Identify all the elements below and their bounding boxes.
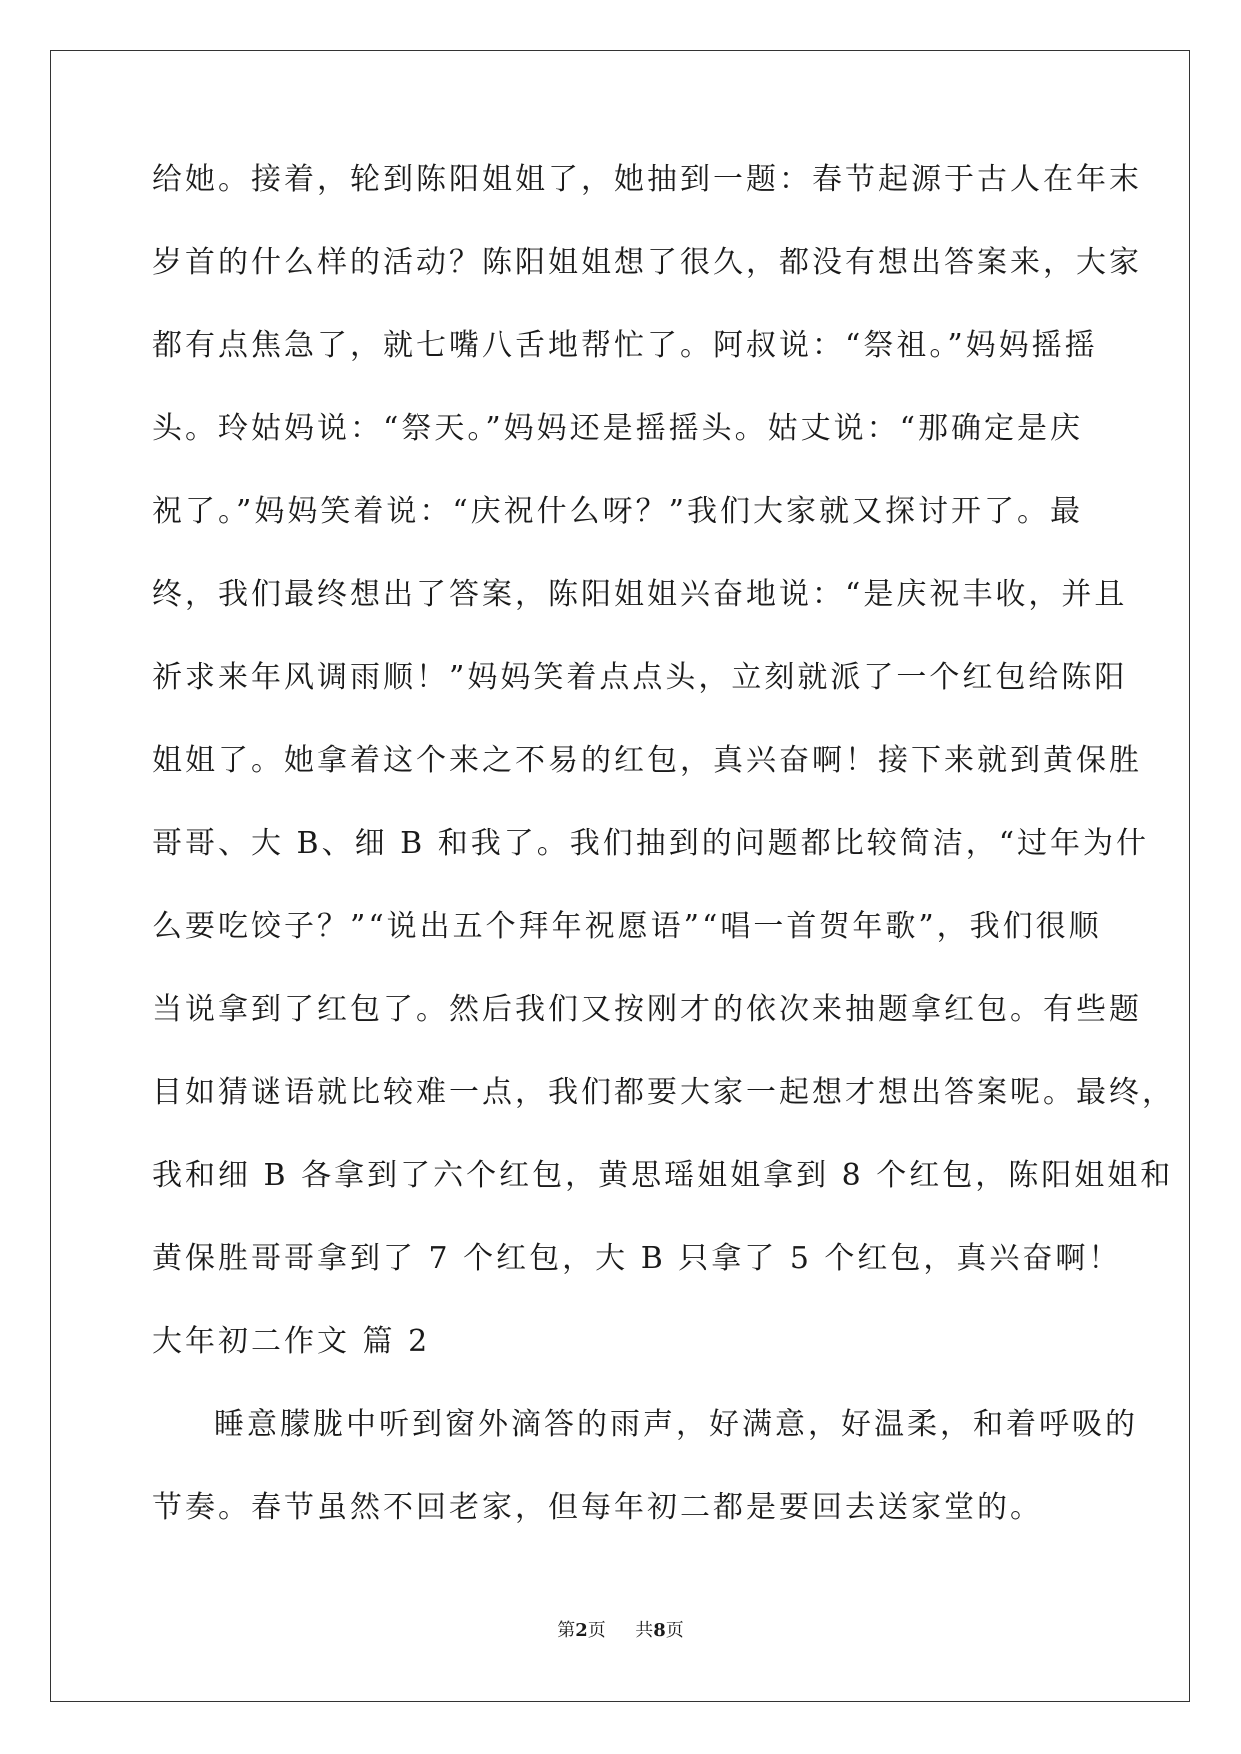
text-line: 祈求来年风调雨顺！”妈妈笑着点点头，立刻就派了一个红包给陈阳 (152, 660, 1128, 695)
text-line: 我和细 B 各拿到了六个红包，黄思瑶姐姐拿到 8 个红包，陈阳姐姐和 (152, 1158, 1174, 1193)
text-line: 祝了。”妈妈笑着说：“庆祝什么呀？”我们大家就又探讨开了。最 (152, 494, 1084, 529)
text-line: 姐姐了。她拿着这个来之不易的红包，真兴奋啊！接下来就到黄保胜 (152, 743, 1142, 778)
text-line: 么要吃饺子？”“说出五个拜年祝愿语”“唱一首贺年歌”，我们很顺 (152, 909, 1102, 944)
document-body (152, 162, 1175, 1576)
page-number-suffix: 页 (587, 1620, 606, 1641)
page-number-prefix: 第 (557, 1620, 576, 1641)
text-line: 都有点焦急了，就七嘴八舌地帮忙了。阿叔说：“祭祖。”妈妈摇摇 (152, 328, 1098, 363)
section-heading: 大年初二作文 篇 2 (152, 1324, 431, 1359)
current-page-number: 2 (575, 1620, 588, 1641)
text-line: 目如猜谜语就比较难一点，我们都要大家一起想才想出答案呢。最终， (152, 1075, 1175, 1110)
text-line: 岁首的什么样的活动？陈阳姐姐想了很久，都没有想出答案来，大家 (152, 245, 1142, 280)
text-line: 哥哥、大 B、细 B 和我了。我们抽到的问题都比较简洁，“过年为什 (152, 826, 1150, 861)
text-line: 终，我们最终想出了答案，陈阳姐姐兴奋地说：“是庆祝丰收，并且 (152, 577, 1128, 612)
text-line: 头。玲姑妈说：“祭天。”妈妈还是摇摇头。姑丈说：“那确定是庆 (152, 411, 1084, 446)
text-line: 黄保胜哥哥拿到了 7 个红包，大 B 只拿了 5 个红包，真兴奋啊！ (152, 1241, 1122, 1276)
text-line: 当说拿到了红包了。然后我们又按刚才的依次来抽题拿红包。有些题 (152, 992, 1142, 1027)
page-footer (0, 1616, 1241, 1642)
text-line: 节奏。春节虽然不回老家，但每年初二都是要回去送家堂的。 (152, 1490, 1043, 1525)
total-pages-prefix: 共 (635, 1620, 654, 1641)
text-line: 给她。接着，轮到陈阳姐姐了，她抽到一题：春节起源于古人在年末 (152, 162, 1142, 197)
total-pages-suffix: 页 (665, 1620, 684, 1641)
text-line: 睡意朦胧中听到窗外滴答的雨声，好满意，好温柔，和着呼吸的 (214, 1407, 1138, 1442)
total-page-count: 8 (653, 1620, 666, 1641)
